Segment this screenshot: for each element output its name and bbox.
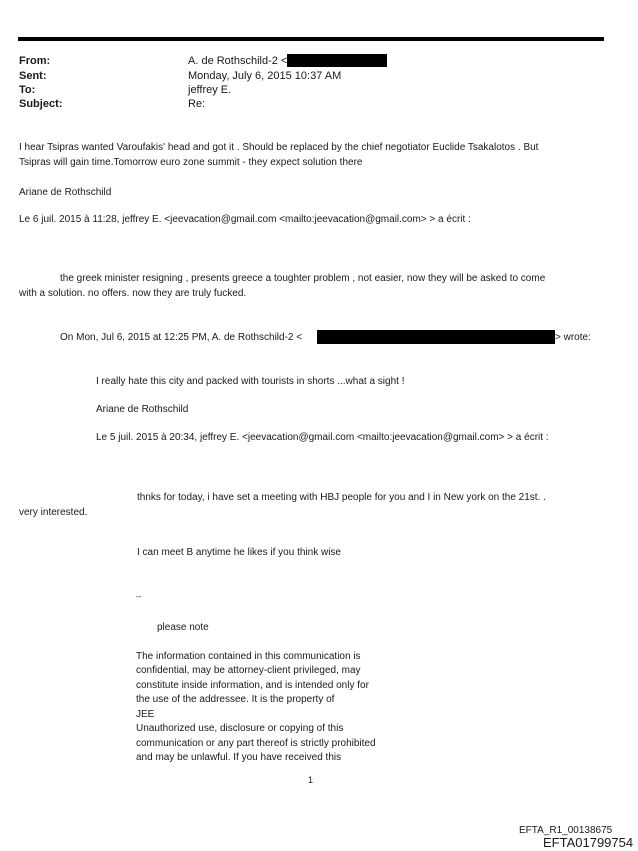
- disclaimer-line: Unauthorized use, disclosure or copying of this: [136, 723, 344, 734]
- body-text: the greek minister resigning , presents greece a toughter problem , not easier, now they will be asked to come: [60, 273, 546, 284]
- subject-value: Re:: [188, 98, 206, 110]
- body-text: Tsipras will gain time.Tomorrow euro zone summit - they expect solution there: [19, 157, 363, 168]
- from-label: From:: [19, 55, 51, 67]
- sent-value: Monday, July 6, 2015 10:37 AM: [188, 70, 342, 82]
- body-text: I hear Tsipras wanted Varoufakis' head and got it . Should be replaced by the chief negotiator Euclide Tsakalotos . But: [19, 142, 539, 153]
- separator: --: [136, 592, 142, 601]
- sent-label: Sent:: [19, 70, 47, 82]
- body-text: very interested.: [19, 507, 88, 518]
- to-label: To:: [19, 84, 36, 96]
- bates-number: EFTA01799754: [543, 835, 634, 850]
- quote-header-suffix: > wrote:: [555, 332, 591, 343]
- bates-number: EFTA_R1_00138675: [519, 825, 613, 836]
- redaction-box: [287, 54, 387, 67]
- body-text: I really hate this city and packed with tourists in shorts ...what a sight !: [96, 376, 405, 387]
- disclaimer-line: communication or any part thereof is strictly prohibited: [136, 738, 376, 749]
- header-rule: [18, 37, 604, 41]
- body-text: thnks for today, i have set a meeting with HBJ people for you and I in New york on the 21st. .: [137, 492, 546, 503]
- to-value: jeffrey E.: [188, 84, 232, 96]
- signature: Ariane de Rothschild: [96, 404, 189, 415]
- signature: Ariane de Rothschild: [19, 187, 112, 198]
- disclaimer-line: constitute inside information, and is intended only for: [136, 680, 369, 691]
- quote-header: Le 6 juil. 2015 à 11:28, jeffrey E. <jeevacation@gmail.com <mailto:jeevacation@gmail.com> > a écrit :: [19, 214, 471, 225]
- page-number: 1: [308, 775, 314, 785]
- quote-header: On Mon, Jul 6, 2015 at 12:25 PM, A. de Rothschild-2 <: [60, 332, 303, 343]
- disclaimer-line: confidential, may be attorney-client privileged, may: [136, 665, 361, 676]
- body-text: with a solution. no offers. now they are truly fucked.: [19, 288, 247, 299]
- please-note: please note: [157, 622, 209, 633]
- disclaimer-line: and may be unlawful. If you have received this: [136, 752, 342, 763]
- redaction-box: [317, 330, 555, 344]
- from-value: A. de Rothschild-2 <: [188, 55, 288, 67]
- body-text: I can meet B anytime he likes if you think wise: [137, 547, 341, 558]
- disclaimer-line: The information contained in this communication is: [136, 651, 361, 662]
- quote-header: Le 5 juil. 2015 à 20:34, jeffrey E. <jeevacation@gmail.com <mailto:jeevacation@gmail.com> > a écrit :: [96, 432, 549, 443]
- disclaimer-line: JEE: [136, 709, 155, 720]
- disclaimer-line: the use of the addressee. It is the property of: [136, 694, 335, 705]
- subject-label: Subject:: [19, 98, 63, 110]
